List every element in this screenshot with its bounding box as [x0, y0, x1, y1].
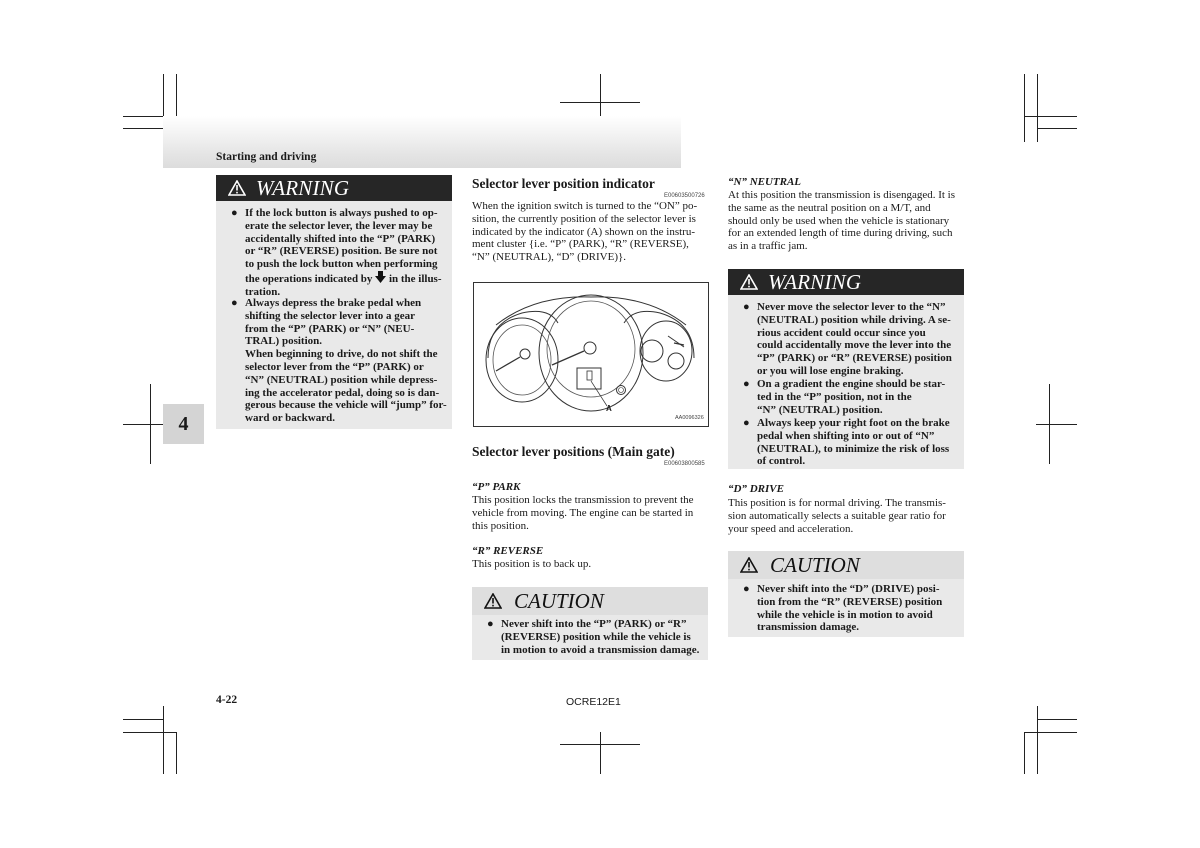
positions-code: E00603800585 [664, 461, 705, 467]
instrument-cluster-figure [473, 282, 709, 427]
middle-caution-header [472, 587, 708, 615]
bullet-icon: ● [743, 417, 750, 429]
positions-heading: Selector lever positions (Main gate) [472, 444, 675, 459]
middle-caution-title: CAUTION [514, 588, 604, 613]
arrow-down-icon [375, 271, 386, 283]
right-caution-header [728, 551, 964, 579]
left-warning-header [216, 175, 452, 201]
right-caution-bullet-1: ● Never shift into the “D” (DRIVE) posi- tion from the “R” (REVERSE) position while the vehicle is in motion to avoid transmission damage. [743, 583, 943, 634]
reverse-body: This position is to back up. [472, 558, 592, 570]
reverse-title: “R” REVERSE [472, 545, 544, 557]
right-warning-header [728, 269, 964, 295]
chapter-tab: 4 [163, 404, 204, 444]
left-warning-bullet-1: ● If the lock button is always pushed to op- erate the selector lever, the lever may be accidentally shifted into the “P” (PARK) or “R” (REVERSE) position. Be sure not to push the lock button when performing the operations indicated by in the illus- tration. [231, 207, 442, 298]
instrument-cluster-illustration [474, 283, 708, 426]
left-warning-bullet-2: ● Always depress the brake pedal when shifting the selector lever into a gear from the “P” (PARK) or “N” (NEU- TRAL) position. When beginning to drive, do not shift the selector lever from the “P” (PARK) or “N” (NEUTRAL) position while depress- ing the accelerator pedal, doing so is dan- gerous because the vehicle will “jump” for- ward or backward. [231, 297, 447, 425]
left-warning-box [216, 175, 452, 429]
indicator-body: When the ignition switch is turned to the “ON” po- sition, the currently position of the selector lever is indicated by the indicator (A) shown on the instru- ment cluster {i.e. “P” (PARK), “R” (REVERSE), “N” (NEUTRAL), “D” (DRIVE)}. [472, 200, 698, 264]
figure-label-a: A [606, 404, 612, 413]
right-caution-box [728, 551, 964, 637]
neutral-body: At this position the transmission is disengaged. It is the same as the neutral position on a M/T, and should only be used when the vehicle is stationary for an extended length of time during driving, such as in a traffic jam. [728, 189, 956, 253]
park-title: “P” PARK [472, 481, 521, 493]
right-warning-bullet-1: ● Never move the selector lever to the “N” (NEUTRAL) position while driving. A se- rious accident could occur since you could accidentally move the lever into the “P” (PARK) or “R” (REVERSE) position or you will lose engine braking. [743, 301, 952, 377]
park-body: This position locks the transmission to prevent the vehicle from moving. The engine can be started in this position. [472, 494, 694, 532]
middle-caution-bullet-1: ● Never shift into the “P” (PARK) or “R” (REVERSE) position while the vehicle is in motion to avoid a transmission damage. [487, 618, 700, 656]
left-warning-title: WARNING [256, 175, 350, 200]
bullet-icon: ● [231, 207, 238, 219]
right-warning-box [728, 269, 964, 469]
bullet-icon: ● [743, 378, 750, 390]
drive-body: This position is for normal driving. The transmis- sion automatically selects a suitable gear ratio for your speed and acceleration. [728, 497, 946, 535]
neutral-title: “N” NEUTRAL [728, 176, 802, 188]
warning-triangle-icon [740, 557, 758, 573]
drive-title: “D” DRIVE [728, 483, 784, 495]
right-warning-bullet-2: ● On a gradient the engine should be star- ted in the “P” position, not in the “N” (NEUTRAL) position. [743, 378, 946, 416]
page-number: 4-22 [216, 694, 238, 706]
bullet-icon: ● [743, 301, 750, 313]
figure-code: AA0096326 [675, 415, 704, 421]
warning-triangle-icon [228, 180, 246, 196]
document-code: OCRE12E1 [566, 696, 621, 708]
middle-caution-box [472, 587, 708, 660]
bullet-icon: ● [231, 297, 238, 309]
indicator-code: E00603500726 [664, 193, 705, 199]
section-title: Starting and driving [216, 151, 317, 163]
right-warning-title: WARNING [768, 269, 862, 294]
warning-triangle-icon [484, 593, 502, 609]
bullet-icon: ● [743, 583, 750, 595]
warning-triangle-icon [740, 274, 758, 290]
bullet-icon: ● [487, 618, 494, 630]
indicator-heading: Selector lever position indicator [472, 176, 655, 191]
right-warning-bullet-3: ● Always keep your right foot on the brake pedal when shifting into or out of “N” (NEUTRAL), to minimize the risk of loss of control. [743, 417, 950, 468]
right-caution-title: CAUTION [770, 552, 860, 577]
